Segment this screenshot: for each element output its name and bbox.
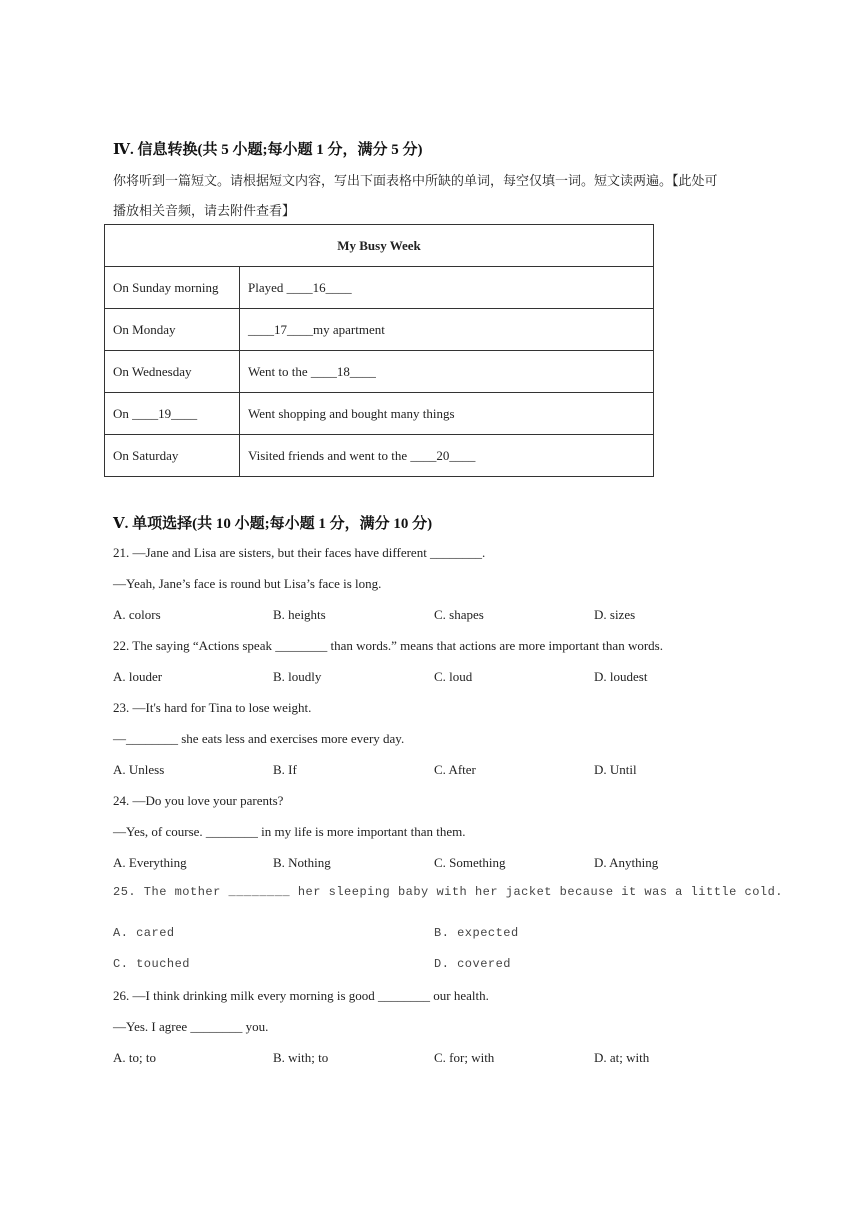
option-b: B. with; to [273, 1050, 329, 1065]
option-b: B. loudly [273, 669, 322, 684]
option-b: B. Nothing [273, 855, 331, 870]
table-cell-day: On ____19____ [105, 393, 240, 435]
section-4-instruction-line-2: 播放相关音频，请去附件查看】 [113, 203, 296, 218]
table-row [105, 435, 654, 477]
table-cell-day: On Wednesday [105, 351, 240, 393]
question-26-line-2: —Yes. I agree ________ you. [113, 1019, 269, 1034]
option-d: D. covered [434, 957, 512, 971]
table-row [105, 267, 654, 309]
option-c: C. Something [434, 855, 506, 870]
table-cell-activity: Went to the ____18____ [240, 351, 654, 393]
section-4-instruction-line-1: 你将听到一篇短文。请根据短文内容，写出下面表格中所缺的单词，每空仅填一词。短文读两遍。【此处可 [113, 173, 718, 188]
option-b: B. expected [434, 926, 519, 940]
section-5-title: Ⅴ. 单项选择(共 10 小题;每小题 1 分，满分 10 分) [113, 516, 433, 532]
table-header-row [105, 225, 654, 267]
question-21-line-2: —Yeah, Jane’s face is round but Lisa’s face is long. [113, 576, 382, 591]
option-a: A. colors [113, 607, 161, 622]
option-d: D. Until [594, 762, 637, 777]
table-cell-activity: Played ____16____ [240, 267, 654, 309]
option-d: D. Anything [594, 855, 659, 870]
option-b: B. heights [273, 607, 326, 622]
table-cell-day: On Monday [105, 309, 240, 351]
table-title: My Busy Week [105, 225, 654, 267]
question-24-line-2: —Yes, of course. ________ in my life is more important than them. [113, 824, 466, 839]
question-23-line-1: 23. —It's hard for Tina to lose weight. [113, 700, 312, 715]
table-row [105, 351, 654, 393]
section-4-title: Ⅳ. 信息转换(共 5 小题;每小题 1 分，满分 5 分) [113, 142, 423, 158]
table-row [105, 393, 654, 435]
option-a: A. to; to [113, 1050, 156, 1065]
question-21-line-1: 21. —Jane and Lisa are sisters, but their faces have different ________. [113, 545, 486, 560]
option-a: A. cared [113, 926, 175, 940]
option-b: B. If [273, 762, 297, 777]
option-c: C. loud [434, 669, 473, 684]
option-a: A. louder [113, 669, 163, 684]
option-d: D. loudest [594, 669, 648, 684]
option-a: A. Everything [113, 855, 187, 870]
question-25-line-1: 25. The mother ________ her sleeping baby with her jacket because it was a little cold. [113, 885, 784, 899]
table-cell-day: On Sunday morning [105, 267, 240, 309]
table-cell-activity: Went shopping and bought many things [240, 393, 654, 435]
table-cell-activity: ____17____my apartment [240, 309, 654, 351]
option-c: C. shapes [434, 607, 484, 622]
question-26-line-1: 26. —I think drinking milk every morning is good ________ our health. [113, 988, 489, 1003]
question-24-line-1: 24. —Do you love your parents? [113, 793, 284, 808]
table-cell-activity: Visited friends and went to the ____20____ [240, 435, 654, 477]
option-a: A. Unless [113, 762, 165, 777]
option-d: D. at; with [594, 1050, 650, 1065]
question-23-line-2: —________ she eats less and exercises more every day. [113, 731, 405, 746]
option-c: C. After [434, 762, 476, 777]
busy-week-table [104, 224, 654, 477]
option-c: C. touched [113, 957, 191, 971]
table-cell-day: On Saturday [105, 435, 240, 477]
option-d: D. sizes [594, 607, 636, 622]
question-22-line-1: 22. The saying “Actions speak ________ than words.” means that actions are more important than words. [113, 638, 663, 653]
option-c: C. for; with [434, 1050, 495, 1065]
table-row [105, 309, 654, 351]
